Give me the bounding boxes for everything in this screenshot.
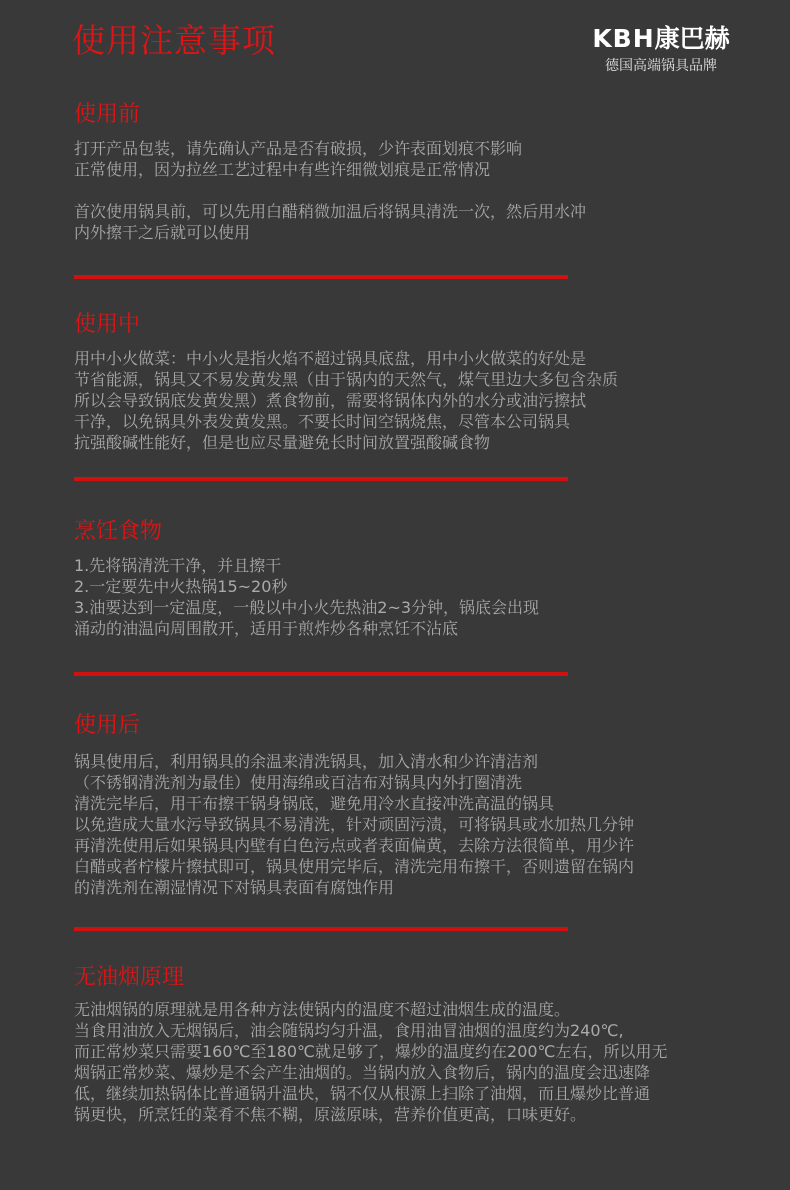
- brand-wordmark: [576, 24, 746, 54]
- brand-chinese-name: 康巴赫: [654, 24, 730, 53]
- paragraph: [74, 751, 714, 898]
- text-line: 1.先将锅清洗干净，并且擦干: [74, 556, 282, 575]
- page-title: 使用注意事项: [72, 21, 276, 60]
- section-divider: [74, 672, 568, 676]
- text-line: 而正常炒菜只需要160℃至180℃就足够了，爆炒的温度约在200℃左右，所以用无: [74, 1042, 668, 1061]
- text-line: 的清洗剂在潮湿情况下对锅具表面有腐蚀作用: [74, 878, 395, 897]
- text-line: （不锈钢清洗剂为最佳）使用海绵或百洁布对锅具内外打圈清洗: [74, 773, 523, 792]
- paragraph: [74, 138, 714, 180]
- brand-latin-mark: KBH: [592, 24, 655, 53]
- section-body: [74, 555, 714, 639]
- text-line: 以免造成大量水污导致锅具不易清洗，针对顽固污渍，可将锅具或水加热几分钟: [74, 815, 635, 834]
- section-body: [74, 999, 714, 1125]
- text-line: 3.油要达到一定温度，一般以中小火先热油2~3分钟，锅底会出现: [74, 598, 540, 617]
- section-before-use: [74, 100, 714, 243]
- text-line: 内外擦干之后就可以使用: [74, 223, 251, 242]
- section-heading: 使用前: [74, 102, 141, 127]
- paragraph: [74, 348, 714, 453]
- text-line: 白醋或者柠檬片擦拭即可，锅具使用完毕后，清洗完用布擦干，否则遗留在锅内: [74, 857, 635, 876]
- text-line: 2.一定要先中火热锅15~20秒: [74, 577, 288, 596]
- brand-logo: [576, 24, 746, 76]
- section-after-use: [74, 711, 714, 898]
- section-body: [74, 751, 714, 898]
- text-line: 锅具使用后，利用锅具的余温来清洗锅具，加入清水和少许清洁剂: [74, 752, 539, 771]
- text-line: 用中小火做菜：中小火是指火焰不超过锅具底盘，用中小火做菜的好处是: [74, 349, 587, 368]
- text-line: 正常使用，因为拉丝工艺过程中有些许细微划痕是正常情况: [74, 160, 491, 179]
- paragraph: [74, 201, 714, 243]
- text-line: 烟锅正常炒菜、爆炒是不会产生油烟的。当锅内放入食物后，锅内的温度会迅速降: [74, 1063, 651, 1082]
- text-line: 锅更快，所烹饪的菜肴不焦不糊，原滋原味，营养价值更高，口味更好。: [74, 1105, 587, 1124]
- brand-tagline: 德国高端锅具品牌: [605, 58, 717, 74]
- section-divider: [74, 275, 568, 279]
- text-line: 低，继续加热锅体比普通锅升温快，锅不仅从根源上扫除了油烟，而且爆炒比普通: [74, 1084, 651, 1103]
- section-smokeless-principle: [74, 963, 714, 1125]
- text-line: 节省能源，锅具又不易发黄发黑（由于锅内的天然气，煤气里边大多包含杂质: [74, 370, 619, 389]
- paragraph: [74, 999, 714, 1125]
- section-heading: 使用中: [74, 312, 141, 337]
- section-divider: [74, 927, 568, 931]
- text-line: 涌动的油温向周围散开，适用于煎炸炒各种烹饪不沾底: [74, 619, 459, 638]
- section-heading: 无油烟原理: [74, 965, 185, 990]
- text-line: 打开产品包装，请先确认产品是否有破损，少许表面划痕不影响: [74, 139, 523, 158]
- section-heading: 使用后: [74, 713, 141, 738]
- section-body: [74, 348, 714, 453]
- section-divider: [74, 477, 568, 481]
- text-line: 抗强酸碱性能好，但是也应尽量避免长时间放置强酸碱食物: [74, 433, 491, 452]
- paragraph: [74, 555, 714, 639]
- text-line: 干净，以免锅具外表发黄发黑。不要长时间空锅烧焦，尽管本公司锅具: [74, 412, 571, 431]
- section-heading: 烹饪食物: [74, 519, 163, 544]
- text-line: 再清洗使用后如果锅具内壁有白色污点或者表面偏黄，去除方法很简单，用少许: [74, 836, 635, 855]
- text-line: 无油烟锅的原理就是用各种方法使锅内的温度不超过油烟生成的温度。: [74, 1000, 571, 1019]
- text-line: 清洗完毕后，用干布擦干锅身锅底，避免用冷水直接冲洗高温的锅具: [74, 794, 555, 813]
- section-cooking: [74, 517, 714, 639]
- text-line: 所以会导致锅底发黄发黑）煮食物前，需要将锅体内外的水分或油污擦拭: [74, 391, 587, 410]
- section-during-use: [74, 310, 714, 453]
- text-line: 当食用油放入无烟锅后，油会随锅均匀升温，食用油冒油烟的温度约为240℃,: [74, 1021, 624, 1040]
- section-body: [74, 138, 714, 243]
- text-line: 首次使用锅具前，可以先用白醋稍微加温后将锅具清洗一次，然后用水冲: [74, 202, 587, 221]
